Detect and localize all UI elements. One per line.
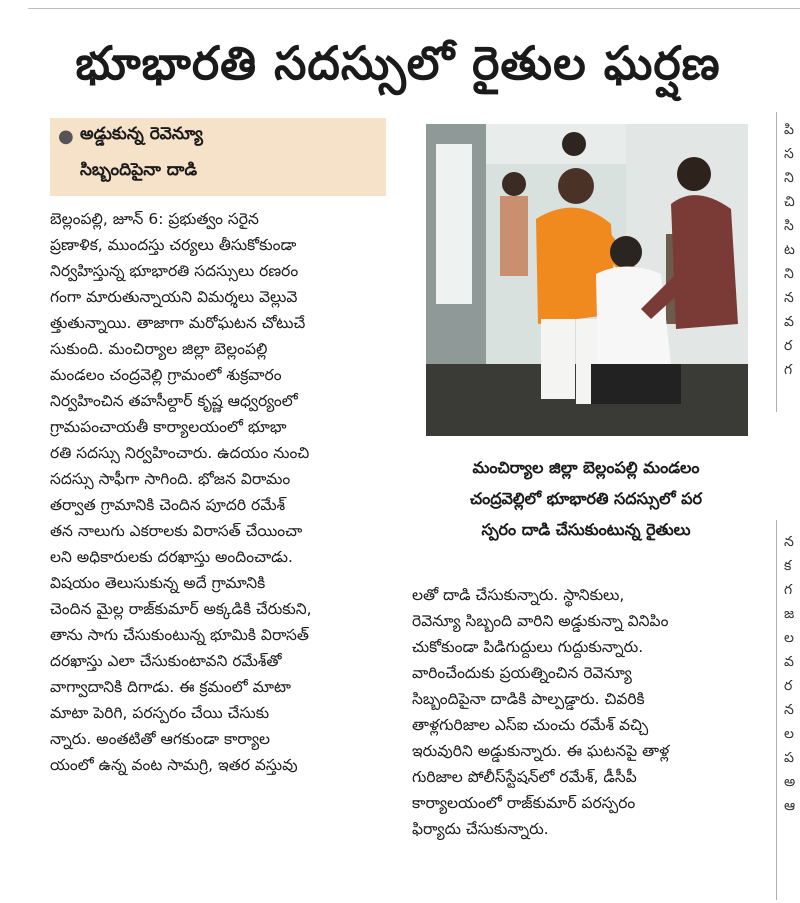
news-photo: [426, 124, 748, 436]
body-line: తన నాలుగు ఎకరాలకు విరాసత్ చేయించా: [50, 522, 303, 540]
body-line: చెందిన మైల్ల రాజ్‌కుమార్ అక్కడికి చేరుకుని,: [50, 600, 312, 618]
adjacent-column-fragment-top: పి స ని చి సి ట ని న వ ర గ: [784, 122, 795, 378]
body-line: సుకుంది. మంచిర్యాల జిల్లా బెల్లంపల్లి: [50, 340, 268, 358]
photo-caption: [412, 452, 760, 545]
body-line: దరఖాస్తు ఎలా చేసుకుంటావని రమేశ్‌తో: [50, 652, 282, 670]
body-line: లతో దాడి చేసుకున్నారు. స్థానికులు,: [412, 586, 625, 604]
body-line: మండలం చంద్రవెల్లి గ్రామంలో శుక్రవారం: [50, 366, 282, 384]
body-line: నిర్వహిస్తున్న భూభారతి సదస్సులు రణరం: [50, 262, 299, 280]
body-line: మాటా పెరిగి, పరస్పరం చేయి చేసుకు: [50, 704, 270, 722]
body-line: వాగ్వాదానికి దిగాడు. ఈ క్రమంలో మాటా: [50, 678, 291, 696]
body-line: సిబ్బందిపైనా దాడికి పాల్పడ్డారు. చివరికి: [412, 690, 645, 708]
body-line: సదస్సు సాఫీగా సాగింది. భోజన విరామం: [50, 470, 291, 488]
body-line: గ్రామపంచాయతీ కార్యాలయంలో భూభా: [50, 418, 287, 436]
body-line: తాను సాగు చేసుకుంటున్న భూమికి విరాసత్: [50, 626, 309, 644]
caption-line: చంద్రవెల్లిలో భూభారతి సదస్సులో పర: [469, 489, 703, 508]
body-line: గంగా మారుతున్నాయని విమర్శలు వెల్లువె: [50, 288, 298, 306]
headline: భూభారతి సదస్సులో రైతుల ఘర్షణ: [75, 36, 721, 90]
body-line: విషయం తెలుసుకున్న అదే గ్రామానికి: [50, 574, 266, 592]
column-divider: [776, 112, 777, 412]
body-line: తాళ్లగురిజాల ఎస్ఐ చుంచు రమేశ్ వచ్చి: [412, 716, 649, 734]
adjacent-column-fragment-bottom: న క గ జ ల వ ర న ల ప అ ఆ: [784, 534, 796, 814]
photo-illustration: [426, 124, 748, 436]
bullet-icon: ●: [58, 126, 74, 147]
top-rule: [28, 8, 800, 9]
body-line: రతి సదస్సు నిర్వహించారు. ఉదయం నుంచి: [50, 444, 310, 462]
body-line: లని అధికారులకు దరఖాస్తు అందించాడు.: [50, 548, 293, 566]
body-line: నిర్వహించిన తహసీల్దార్ కృష్ణ ఆధ్వర్యంలో: [50, 392, 298, 410]
body-line: గురిజాల పోలీస్‌స్టేషన్‌లో రమేశ్, డీసీపీ: [412, 768, 637, 786]
caption-line: మంచిర్యాల జిల్లా బెల్లంపల్లి మండలం: [472, 458, 700, 477]
body-line: తర్వాత గ్రామానికి చెందిన పూదరి రమేశ్: [50, 496, 286, 514]
body-line: రెవెన్యూ సిబ్బంది వారిని అడ్డుకున్నా వినిపిం: [412, 612, 669, 630]
body-line: బెల్లంపల్లి, జూన్ 6: ప్రభుత్వం సరైన: [50, 210, 259, 228]
article-body-right: [412, 582, 752, 842]
caption-line: స్పరం దాడి చేసుకుంటున్న రైతులు: [481, 520, 691, 539]
body-line: ఇరువురిని అడ్డుకున్నారు. ఈ ఘటనపై తాళ్ల: [412, 742, 670, 760]
body-line: న్నారు. అంతటితో ఆగకుండా కార్యాల: [50, 730, 271, 748]
body-line: కార్యాలయంలో రాజ్‌కుమార్ పరస్పరం: [412, 794, 636, 812]
body-line: వారించేందుకు ప్రయత్నించిన రెవెన్యూ: [412, 664, 632, 682]
column-divider: [776, 520, 777, 900]
subhead-box: [50, 118, 386, 196]
body-line: చుకోకుండా పిడిగుద్దులు గుద్దుకున్నారు.: [412, 638, 644, 656]
body-line: త్తుతున్నాయి. తాజాగా మరోఘటన చోటుచే: [50, 314, 306, 332]
body-line: యంలో ఉన్న వంట సామగ్రి, ఇతర వస్తువు: [50, 756, 298, 774]
body-line: ఫిర్యాదు చేసుకున్నారు.: [412, 820, 549, 838]
article-body-left: [50, 206, 386, 778]
subhead-line-2: సిబ్బందిపైనా దాడి: [80, 160, 198, 180]
subhead-line-1: అడ్డుకున్న రెవెన్యూ: [80, 124, 203, 144]
body-line: ప్రణాళిక, ముందస్తు చర్యలు తీసుకోకుండా: [50, 236, 297, 254]
